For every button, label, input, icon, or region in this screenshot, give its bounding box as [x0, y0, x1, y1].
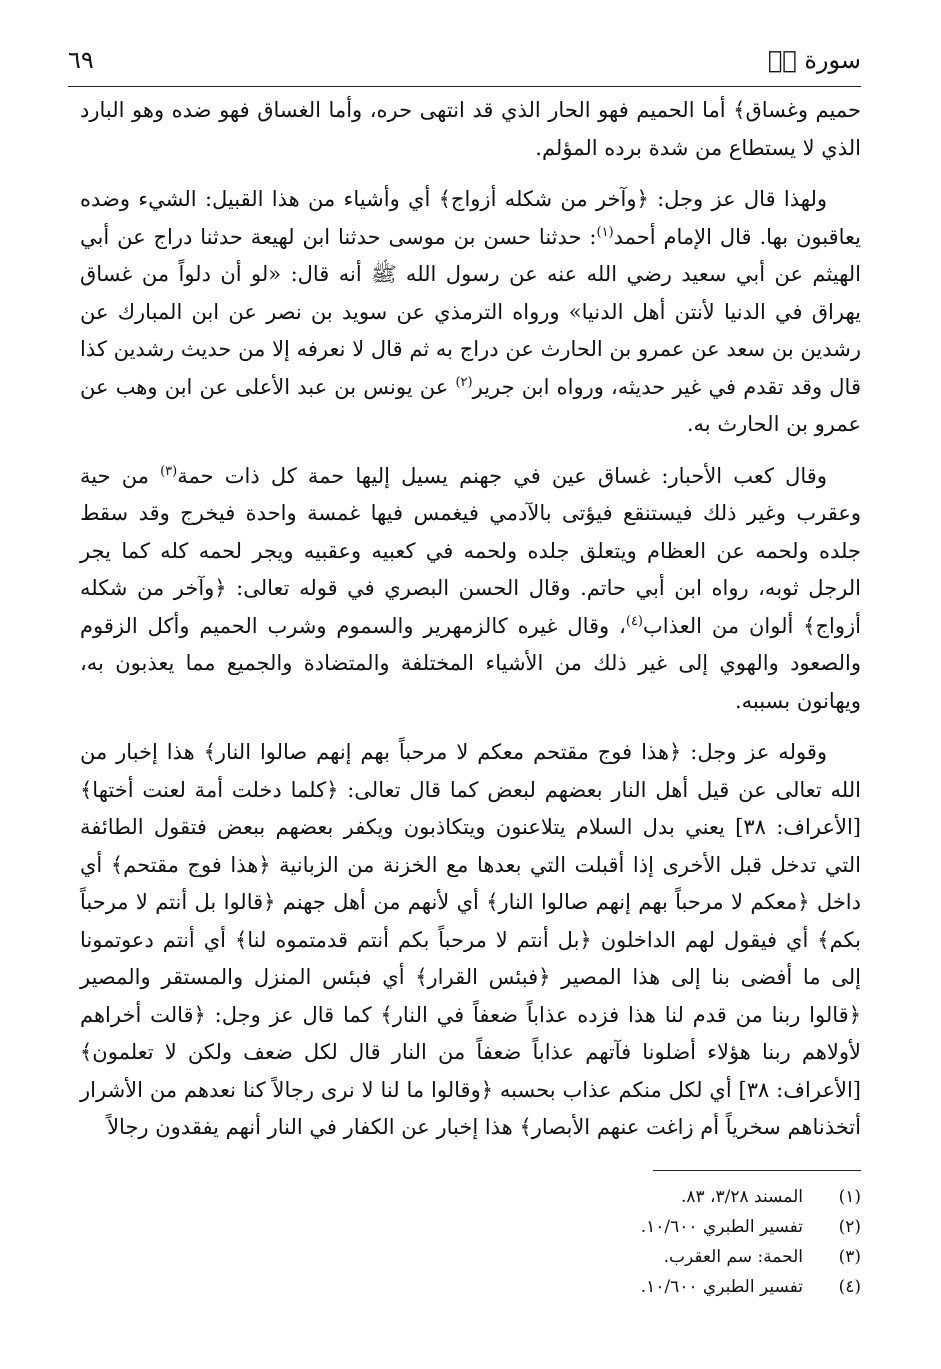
footnote [380, 1182, 861, 1212]
paragraph [80, 458, 861, 721]
footnote [380, 1212, 861, 1242]
footnote-text: تفسير الطبري ١٠/٦٠٠. [640, 1277, 803, 1297]
paragraph-text: ولهذا قال عز وجل: ﴿وآخر من شكله أزواج﴾ أي وأشياء من هذا القبيل: الشيء وضده يعاقبون بها. قال الإمام أحمد [80, 187, 861, 249]
paragraph-text: ، وقال غيره كالزمهرير والسموم وشرب الحميم وأكل الزقوم والصعود والهوي إلى غير ذلك من الأشياء المختلفة والمتضادة والجميع مما يعذبون به، ويهانون بسببه. [80, 613, 861, 713]
paragraph-text: حميم وغساق﴾ أما الحميم فهو الحار الذي قد انتهى حره، وأما الغساق فهو ضده وهو البارد الذي لا يستطاع من شدة برده المؤلم. [80, 98, 861, 160]
footnote-ref: (٣) [160, 463, 178, 479]
paragraph [80, 92, 861, 167]
footnote-number: (٤) [838, 1277, 861, 1297]
footnote-ref: (٢) [455, 374, 473, 390]
paragraph [80, 181, 861, 444]
footnote-number: (١) [838, 1187, 861, 1207]
main-text [80, 92, 861, 1161]
footnote-text: تفسير الطبري ١٠/٦٠٠. [640, 1217, 803, 1237]
page-header [68, 40, 861, 87]
footnote [380, 1272, 861, 1302]
footnote-divider [653, 1170, 861, 1171]
footnote-text: المسند ٣/٢٨، ٨٣. [680, 1187, 803, 1207]
footnote-ref: (١) [596, 224, 614, 240]
footnote-number: (٣) [838, 1247, 861, 1267]
page-number: ٦٩ [68, 46, 94, 74]
paragraph-text: وقال كعب الأحبار: غساق عين في جهنم يسيل إليها حمة كل ذات حمة [177, 463, 827, 488]
footnote-number: (٢) [838, 1217, 861, 1237]
surah-title: سورة صۤ [767, 46, 861, 74]
paragraph [80, 734, 861, 1147]
paragraph-text: : حدثنا حسن بن موسى حدثنا ابن لهيعة حدثنا دراج عن أبي الهيثم عن أبي سعيد رضي الله عنه عن رسول الله ﷺ أنه قال: «لو أن دلواً من غساق يهراق في الدنيا لأنتن أهل الدنيا» ورواه الترمذي عن سويد بن نصر عن ابن المبارك عن رشدين بن سعد عن عمرو بن الحارث عن دراج به ثم قال لا نعرفه إلا من حديث رشدين كذا قال وقد تقدم في غير حديثه، ورواه ابن جرير [80, 224, 861, 399]
footnote-ref: (٤) [625, 613, 643, 629]
paragraph-text: وقوله عز وجل: ﴿هذا فوج مقتحم معكم لا مرحباً بهم إنهم صالوا النار﴾ هذا إخبار من الله تعالى عن قيل أهل النار بعضهم لبعض كما قال تعالى: ﴿كلما دخلت أمة لعنت أختها﴾ [الأعراف: ٣٨] يعني بدل السلام يتلاعنون ويتكاذبون ويكفر بعضهم ببعض فتقول الطائفة التي تدخل قبل الأخرى إذا أقبلت التي بعدها مع الخزنة من الزبانية ﴿هذا فوج مقتحم﴾ أي داخل ﴿معكم لا مرحباً بهم إنهم صالوا النار﴾ أي لأنهم من أهل جهنم ﴿قالوا بل أنتم لا مرحباً بكم﴾ أي فيقول لهم الداخلون ﴿بل أنتم لا مرحباً بكم أنتم قدمتموه لنا﴾ أي أنتم دعوتمونا إلى ما أفضى بنا إلى هذا المصير ﴿فبئس القرار﴾ أي فبئس المنزل والمستقر والمصير ﴿قالوا ربنا من قدم لنا هذا فزده عذاباً ضعفاً في النار﴾ كما قال عز وجل: ﴿قالت أخراهم لأولاهم ربنا هؤلاء أضلونا فآتهم عذاباً ضعفاً من النار قال لكل ضعف ولكن لا تعلمون﴾ [الأعراف: ٣٨] أي لكل منكم عذاب بحسبه ﴿وقالوا ما لنا لا نرى رجالاً كنا نعدهم من الأشرار أتخذناهم سخرياً أم زاغت عنهم الأبصار﴾ هذا إخبار عن الكفار في النار أنهم يفقدون رجالاً [80, 740, 861, 1139]
paragraph-text: من حية وعقرب وغير ذلك فيستنقع فيؤتى بالآدمي فيغمس فيها غمسة واحدة فيخرج وقد سقط جلده ولحمه عن العظام ويتعلق جلده ولحمه في كعبيه وعقبيه ويجر لحمه كله كما يجر الرجل ثوبه، رواه ابن أبي حاتم. وقال الحسن البصري في قوله تعالى: ﴿وآخر من شكله أزواج﴾ ألوان من العذاب [80, 463, 861, 638]
footnote [380, 1242, 861, 1272]
footnotes [380, 1182, 861, 1302]
paragraph-text: عن يونس بن عبد الأعلى عن ابن وهب عن عمرو بن الحارث به. [80, 374, 861, 436]
footnote-text: الحمة: سم العقرب. [663, 1247, 803, 1267]
